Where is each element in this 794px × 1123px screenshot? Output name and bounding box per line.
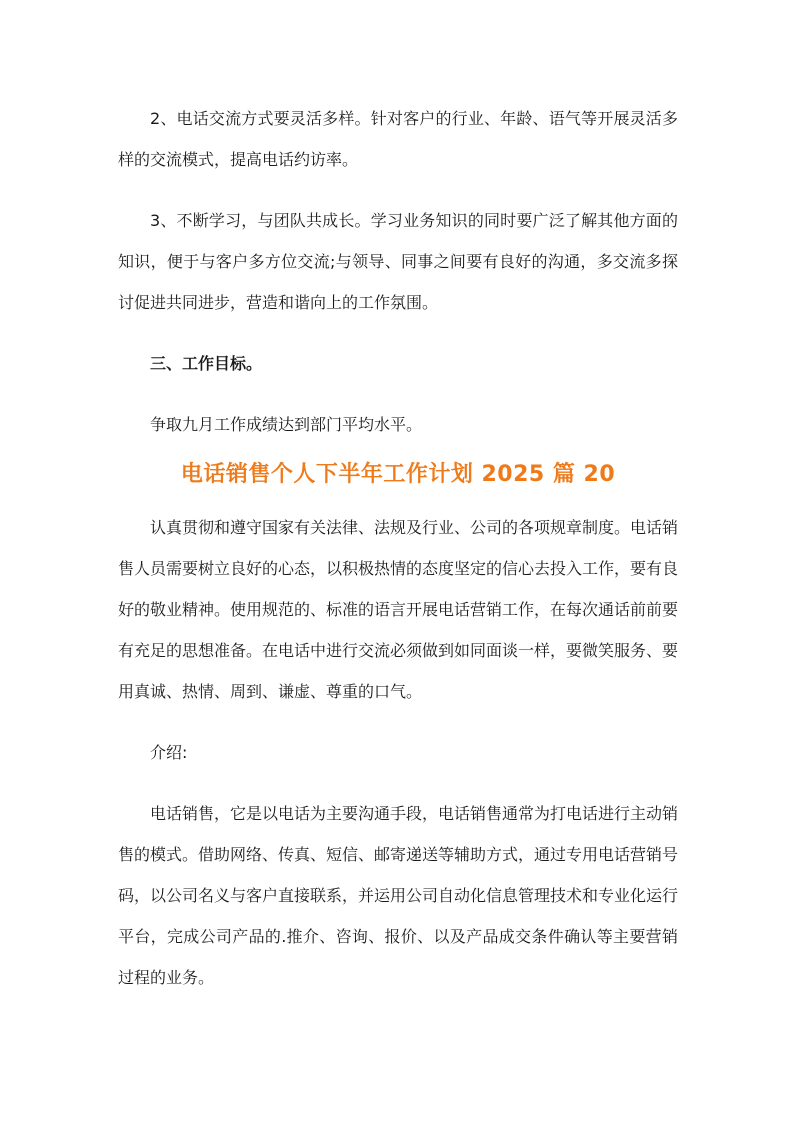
article-title: 电话销售个人下半年工作计划 2025 篇 20 <box>180 462 616 487</box>
paragraph-continuous-learning: 3、不断学习，与团队共成长。学习业务知识的同时要广泛了解其他方面的知识，便于与客户多方位交流;与领导、同事之间要有良好的沟通，多交流多探讨促进共同进步，营造和谐向上的工作氛围。 <box>118 211 678 312</box>
paragraph-goal: 争取九月工作成绩达到部门平均水平。 <box>150 415 423 434</box>
document-page <box>118 98 678 998</box>
paragraph-communication-style: 2、电话交流方式要灵活多样。针对客户的行业、年龄、语气等开展灵活多样的交流模式，提高电话约访率。 <box>118 109 678 169</box>
section-heading-work-goals: 三、工作目标。 <box>150 354 263 373</box>
paragraph-body: 认真贯彻和遵守国家有关法律、法规及行业、公司的各项规章制度。电话销售人员需要树立良好的心态，以积极热情的态度坚定的信心去投入工作，要有良好的敬业精神。使用规范的、标准的语言开展电话营销工作，在每次通话前前要有充足的思想准备。在电话中进行交流必须做到如同面谈一样，要微笑服务、要用真诚、热情、周到、谦虚、尊重的口气。 <box>118 518 679 701</box>
intro-label: 介绍: <box>150 743 188 762</box>
paragraph-intro: 电话销售，它是以电话为主要沟通手段，电话销售通常为打电话进行主动销售的模式。借助网络、传真、短信、邮寄递送等辅助方式，通过专用电话营销号码，以公司名义与客户直接联系，并运用公司自动化信息管理技术和专业化运行平台，完成公司产品的.推介、咨询、报价、以及产品成交条件确认等主要营销过程的业务。 <box>118 804 679 987</box>
